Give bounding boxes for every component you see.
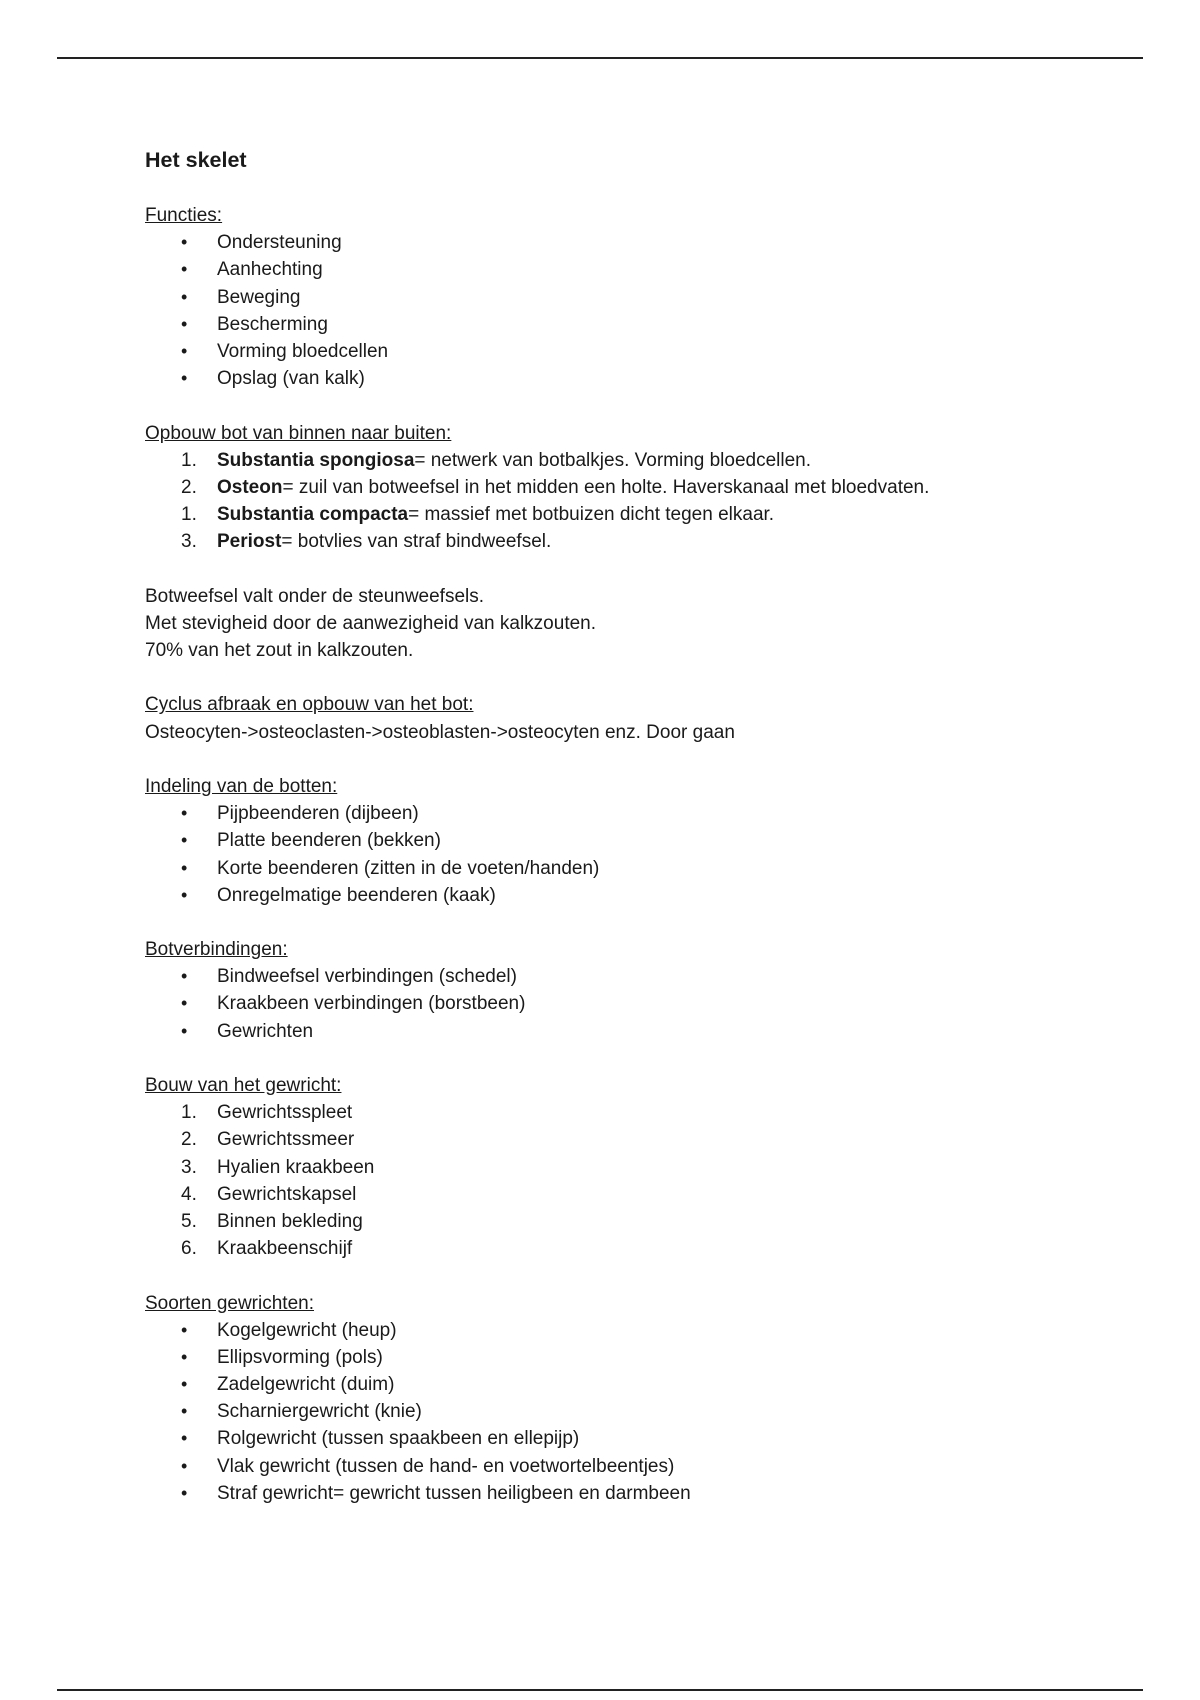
list-item: 2. Osteon= zuil van botweefsel in het midden een holte. Haverskanaal met bloedvaten. [145,474,1045,501]
list-item: • Gewrichten [145,1018,1045,1045]
list-number: 4. [181,1183,197,1205]
list-item: 4. Gewrichtskapsel [145,1181,1045,1208]
list-item: • Kraakbeen verbindingen (borstbeen) [145,990,1045,1017]
list-number: 6. [181,1238,197,1260]
bullet-icon: • [181,1455,188,1476]
bullet-icon: • [181,1401,188,1422]
list-number: 1. [181,504,197,526]
list-item: • Bescherming [145,311,1045,338]
bouw-heading: Bouw van het gewricht: [145,1075,342,1096]
list-item: 1. Substantia spongiosa= netwerk van botbalkjes. Vorming bloedcellen. [145,447,1045,474]
list-item: • Scharniergewricht (knie) [145,1398,1045,1425]
list-item: • Rolgewricht (tussen spaakbeen en ellepijp) [145,1425,1045,1452]
list-item: • Opslag (van kalk) [145,365,1045,392]
footer-rule [57,1689,1143,1691]
bullet-icon: • [181,803,188,824]
bullet-icon: • [181,966,188,987]
bullet-icon: • [181,830,188,851]
bullet-icon: • [181,286,188,307]
list-item: • Ellipsvorming (pols) [145,1344,1045,1371]
bullet-icon: • [181,1374,188,1395]
functies-heading: Functies: [145,205,223,226]
soorten-heading: Soorten gewrichten: [145,1292,314,1314]
cyclus-text: Osteocyten->osteoclasten->osteoblasten->osteocyten enz. Door gaan [145,721,735,743]
list-item: • Onregelmatige beenderen (kaak) [145,882,1045,909]
bullet-icon: • [181,1020,188,1041]
bullet-icon: • [181,368,188,389]
bullet-icon: • [181,1482,188,1503]
bullet-icon: • [181,259,188,280]
header-rule [57,57,1143,59]
opbouw-list [145,447,1045,556]
list-item: • Vorming bloedcellen [145,338,1045,365]
list-item: • Bindweefsel verbindingen (schedel) [145,963,1045,990]
bullet-icon: • [181,993,188,1014]
list-number: 3. [181,1156,197,1178]
indeling-heading: Indeling van de botten: [145,775,338,797]
list-item: 5. Binnen bekleding [145,1208,1045,1235]
paragraph-line: Botweefsel valt onder de steunweefsels. [145,585,485,607]
soorten-list [145,1317,1045,1507]
botverbindingen-heading: Botverbindingen: [145,939,288,961]
bullet-icon: • [181,340,188,361]
list-item: 1. Substantia compacta= massief met botbuizen dicht tegen elkaar. [145,501,1045,528]
list-number: 1. [181,1102,197,1124]
list-item: • Beweging [145,284,1045,311]
list-item: • Pijpbeenderen (dijbeen) [145,800,1045,827]
list-item: • Ondersteuning [145,229,1045,256]
bullet-icon: • [181,1428,188,1449]
list-item: • Aanhechting [145,256,1045,283]
page-title: Het skelet [145,148,247,172]
list-number: 5. [181,1210,197,1232]
list-item: • Korte beenderen (zitten in de voeten/handen) [145,855,1045,882]
list-item: 3. Hyalien kraakbeen [145,1154,1045,1181]
list-item: 2. Gewrichtssmeer [145,1126,1045,1153]
bullet-icon: • [181,1346,188,1367]
list-item: 1. Gewrichtsspleet [145,1099,1045,1126]
list-item: • Platte beenderen (bekken) [145,827,1045,854]
list-item: • Vlak gewricht (tussen de hand- en voetwortelbeentjes) [145,1453,1045,1480]
list-item: 6. Kraakbeenschijf [145,1235,1045,1262]
list-number: 2. [181,1129,197,1151]
document-body [145,145,1045,1507]
list-item: • Zadelgewricht (duim) [145,1371,1045,1398]
botverbindingen-list [145,963,1045,1045]
list-number: 3. [181,531,197,553]
list-item: 3. Periost= botvlies van straf bindweefsel. [145,528,1045,555]
paragraph-line: Met stevigheid door de aanwezigheid van kalkzouten. [145,612,597,634]
opbouw-heading: Opbouw bot van binnen naar buiten: [145,422,452,444]
list-number: 1. [181,449,197,471]
bullet-icon: • [181,313,188,334]
bullet-icon: • [181,1319,188,1340]
indeling-list [145,800,1045,909]
bullet-icon: • [181,857,188,878]
paragraph-line: 70% van het zout in kalkzouten. [145,640,414,661]
list-number: 2. [181,476,197,498]
functies-list [145,229,1045,392]
list-item: • Straf gewricht= gewricht tussen heiligbeen en darmbeen [145,1480,1045,1507]
bullet-icon: • [181,232,188,253]
list-item: • Kogelgewricht (heup) [145,1317,1045,1344]
bullet-icon: • [181,884,188,905]
cyclus-heading: Cyclus afbraak en opbouw van het bot: [145,694,474,716]
bouw-list [145,1099,1045,1262]
